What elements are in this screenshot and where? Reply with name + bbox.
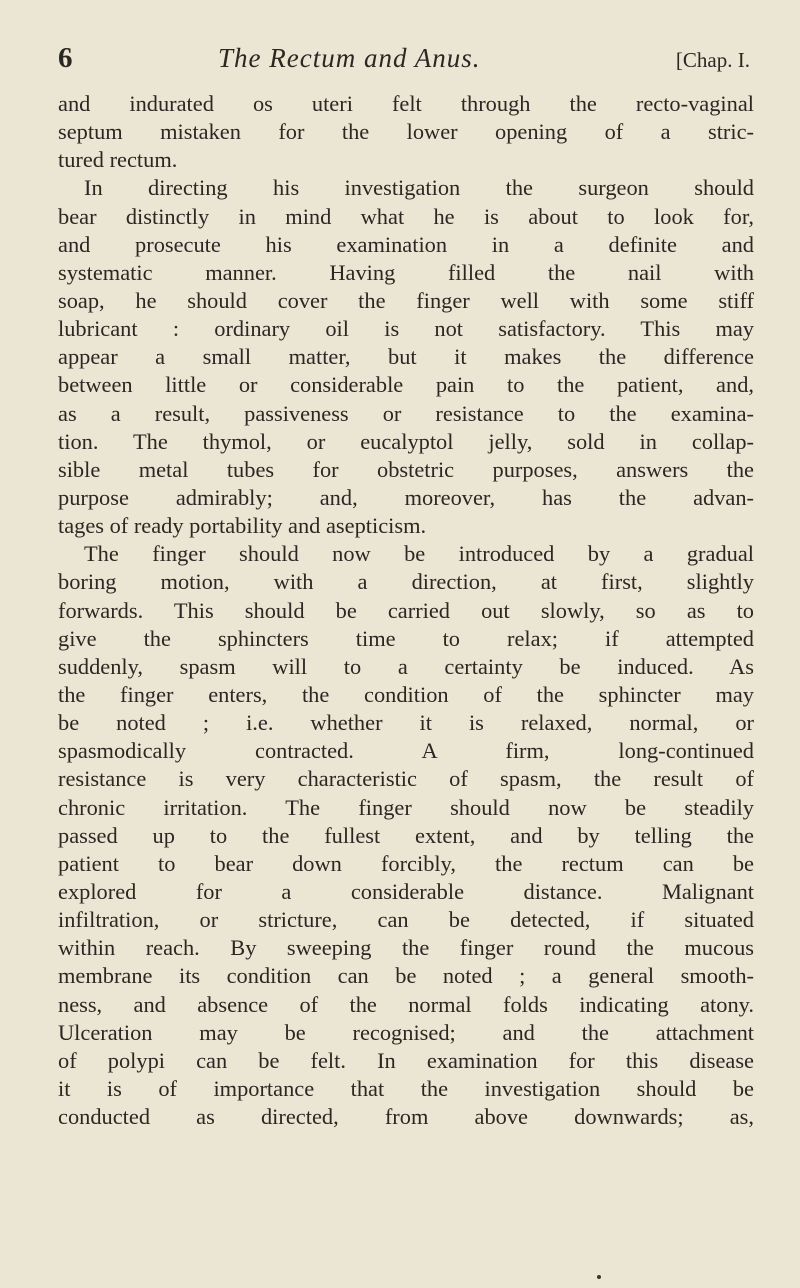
text-line: between little or considerable pain to the patient, and,	[58, 372, 754, 398]
text-line: boring motion, with a direction, at first, slightly	[58, 569, 754, 595]
page-header	[58, 42, 750, 82]
text-line: and prosecute his examination in a definite and	[58, 231, 754, 257]
text-line: bear distinctly in mind what he is about to look for,	[58, 203, 754, 229]
text-line: sible metal tubes for obstetric purposes, answers the	[58, 456, 754, 482]
text-line: tured rectum.	[58, 147, 178, 173]
text-line: soap, he should cover the finger well with some stiff	[58, 287, 754, 313]
text-line: appear a small matter, but it makes the difference	[58, 344, 754, 370]
text-line: infiltration, or stricture, can be detected, if situated	[58, 907, 754, 933]
text-line: chronic irritation. The finger should now be steadily	[58, 794, 754, 820]
text-line: give the sphincters time to relax; if attempted	[58, 625, 754, 651]
text-line: spasmodically contracted. A firm, long-continued	[58, 738, 754, 764]
text-line: the finger enters, the condition of the sphincter may	[58, 681, 754, 707]
text-line: The finger should now be introduced by a gradual	[84, 541, 754, 567]
text-line: and indurated os uteri felt through the recto-vaginal	[58, 91, 754, 116]
text-line: within reach. By sweeping the finger round the mucous	[58, 935, 754, 961]
text-line: suddenly, spasm will to a certainty be induced. As	[58, 653, 754, 679]
text-line: conducted as directed, from above downwards; as,	[58, 1104, 754, 1130]
text-line: In directing his investigation the surgeon should	[84, 175, 754, 201]
ink-speck	[597, 1275, 601, 1279]
text-line: septum mistaken for the lower opening of a stric-	[58, 119, 754, 145]
text-line: purpose admirably; and, moreover, has the advan-	[58, 484, 754, 510]
chapter-reference: [Chap. I.	[675, 48, 750, 72]
text-line: explored for a considerable distance. Malignant	[58, 878, 754, 904]
text-line: it is of importance that the investigation should be	[58, 1075, 754, 1101]
running-title: The Rectum and Anus.	[218, 43, 481, 73]
text-line: resistance is very characteristic of spasm, the result of	[58, 766, 754, 792]
page-number: 6	[58, 42, 73, 74]
text-line: tages of ready portability and asepticism.	[58, 513, 427, 539]
text-line: lubricant : ordinary oil is not satisfactory. This may	[58, 316, 754, 342]
text-line: ness, and absence of the normal folds indicating atony.	[58, 991, 754, 1017]
text-line: tion. The thymol, or eucalyptol jelly, sold in collap-	[58, 428, 754, 454]
text-line: passed up to the fullest extent, and by telling the	[58, 822, 754, 848]
text-line: as a result, passiveness or resistance to the examina-	[58, 400, 754, 426]
text-line: Ulceration may be recognised; and the attachment	[58, 1019, 754, 1045]
text-line: of polypi can be felt. In examination for this disease	[58, 1047, 754, 1073]
text-line: membrane its condition can be noted ; a general smooth-	[58, 963, 754, 989]
text-line: patient to bear down forcibly, the rectum can be	[58, 850, 754, 876]
text-line: be noted ; i.e. whether it is relaxed, normal, or	[58, 710, 754, 736]
text-line: forwards. This should be carried out slowly, so as to	[58, 597, 754, 623]
text-line: systematic manner. Having filled the nail with	[58, 259, 754, 285]
body-text	[58, 90, 754, 1131]
